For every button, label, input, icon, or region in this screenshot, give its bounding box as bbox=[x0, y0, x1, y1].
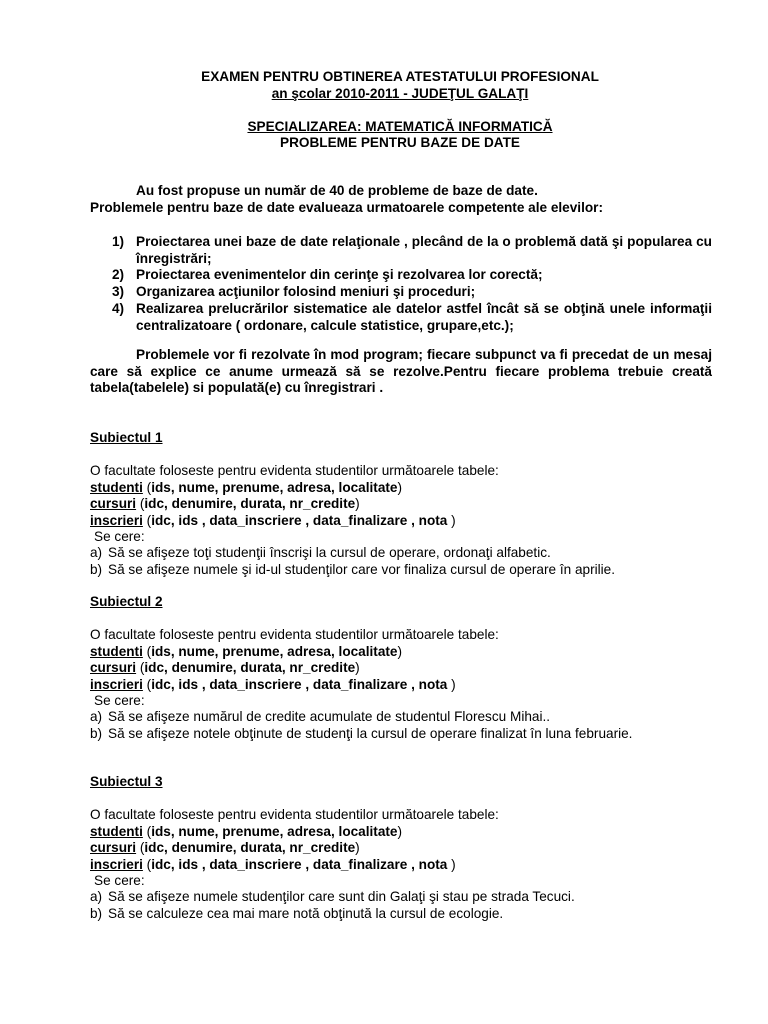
table-fields: idc, ids , data_inscriere , data_finalizare , nota bbox=[151, 676, 448, 692]
school-year-line: an şcolar 2010-2011 - JUDEŢUL GALAŢI bbox=[271, 86, 529, 101]
instructions-paragraph bbox=[90, 347, 712, 397]
table-name: cursuri bbox=[90, 496, 137, 512]
table-name: studenti bbox=[90, 823, 143, 839]
subject-intro: O facultate foloseste pentru evidenta studentilor următoarele tabele: bbox=[90, 807, 499, 823]
table-fields: ids, nume, prenume, adresa, localitate bbox=[151, 643, 398, 659]
table-name: inscrieri bbox=[90, 856, 143, 872]
table-name: inscrieri bbox=[90, 676, 143, 692]
table-definition: inscrieri (idc, ids , data_inscriere , data_finalizare , nota ) bbox=[90, 676, 456, 692]
subject-3 bbox=[90, 774, 712, 922]
table-name: inscrieri bbox=[90, 512, 143, 528]
list-item-text: Organizarea acţiunilor folosind meniuri şi proceduri; bbox=[136, 284, 476, 300]
requirement-label: Se cere: bbox=[94, 693, 145, 709]
table-definition: studenti (ids, nume, prenume, adresa, localitate) bbox=[90, 643, 402, 659]
specialization-title: SPECIALIZAREA: MATEMATICĂ INFORMATICĂ bbox=[247, 119, 553, 134]
list-item-text: Proiectarea unei baze de date relaţionale , plecând de la o problemă dată şi popularea cu înregistrări; bbox=[136, 234, 712, 266]
subject-intro: O facultate foloseste pentru evidenta studentilor următoarele tabele: bbox=[90, 627, 499, 643]
requirement-label: Se cere: bbox=[94, 529, 145, 545]
table-fields: ids, nume, prenume, adresa, localitate bbox=[151, 823, 398, 839]
table-name: studenti bbox=[90, 479, 143, 495]
exam-title: EXAMEN PENTRU OBTINEREA ATESTATULUI PROFESIONAL bbox=[201, 69, 599, 84]
list-item bbox=[90, 267, 712, 284]
subject-title: Subiectul 1 bbox=[90, 430, 163, 445]
table-fields: idc, denumire, durata, nr_credite bbox=[144, 840, 356, 856]
subject-title: Subiectul 3 bbox=[90, 774, 163, 789]
table-fields: idc, ids , data_inscriere , data_finalizare , nota bbox=[151, 512, 448, 528]
list-item bbox=[90, 234, 712, 267]
table-fields: idc, ids , data_inscriere , data_finalizare , nota bbox=[151, 856, 448, 872]
subject-intro: O facultate foloseste pentru evidenta studentilor următoarele tabele: bbox=[90, 463, 499, 479]
list-item-number: 2) bbox=[112, 267, 125, 283]
table-fields: idc, denumire, durata, nr_credite bbox=[144, 496, 356, 512]
list-item-number: 3) bbox=[112, 284, 125, 300]
table-definition: inscrieri (idc, ids , data_inscriere , data_finalizare , nota ) bbox=[90, 856, 456, 872]
table-fields: idc, denumire, durata, nr_credite bbox=[144, 660, 356, 676]
table-definition: inscrieri (idc, ids , data_inscriere , data_finalizare , nota ) bbox=[90, 512, 456, 528]
subject-1 bbox=[90, 430, 712, 578]
intro-paragraph bbox=[90, 183, 712, 216]
requirement-a: a) Să se afişeze toţi studenţii înscrişi la cursul de operare, ordonaţi alfabetic. bbox=[90, 545, 551, 561]
table-definition: cursuri (idc, denumire, durata, nr_credite) bbox=[90, 660, 360, 676]
list-item-text: Realizarea prelucrărilor sistematice ale datelor astfel încât să se obţină unele informaţii centralizatoare ( ordonare, calcule statistice, grupare,etc.); bbox=[136, 300, 712, 333]
requirement-b: b) Să se afişeze numele şi id-ul studenţilor care vor finaliza cursul de operare în aprilie. bbox=[90, 561, 615, 577]
requirement-a: a) Să se afişeze numărul de credite acumulate de studentul Florescu Mihai.. bbox=[90, 709, 551, 725]
requirement-b: b) Să se afişeze notele obţinute de studenţi la cursul de operare finalizat în luna februarie. bbox=[90, 725, 633, 741]
instructions-text: Problemele vor fi rezolvate în mod program; fiecare subpunct va fi precedat de un mesaj care să explice ce anume urmează să se rezolve.Pentru fiecare problema trebuie creată tabela(tabelele) si populată(e) cu înregistrari . bbox=[90, 347, 712, 396]
subject-title: Subiectul 2 bbox=[90, 594, 163, 609]
table-name: cursuri bbox=[90, 840, 137, 856]
requirement-a: a) Să se afişeze numele studenţilor care sunt din Galaţi şi stau pe strada Tecuci. bbox=[90, 889, 575, 905]
table-fields: ids, nume, prenume, adresa, localitate bbox=[151, 479, 398, 495]
table-name: cursuri bbox=[90, 660, 137, 676]
list-item-number: 4) bbox=[112, 300, 125, 316]
intro-line-1: Au fost propuse un număr de 40 de probleme de baze de date. bbox=[136, 183, 538, 198]
requirement-label: Se cere: bbox=[94, 873, 145, 889]
requirement-b: b) Să se calculeze cea mai mare notă obţinută la cursul de ecologie. bbox=[90, 905, 504, 921]
table-name: studenti bbox=[90, 643, 143, 659]
problems-title: PROBLEME PENTRU BAZE DE DATE bbox=[280, 135, 520, 150]
list-item bbox=[90, 284, 712, 301]
intro-line-2: Problemele pentru baze de date evalueaza urmatoarele competente ale elevilor: bbox=[90, 199, 603, 215]
table-definition: studenti (ids, nume, prenume, adresa, localitate) bbox=[90, 823, 402, 839]
list-item bbox=[90, 301, 712, 334]
competences-list bbox=[90, 234, 712, 334]
list-item-text: Proiectarea evenimentelor din cerinţe şi rezolvarea lor corectă; bbox=[136, 267, 543, 283]
table-definition: cursuri (idc, denumire, durata, nr_credite) bbox=[90, 496, 360, 512]
table-definition: studenti (ids, nume, prenume, adresa, localitate) bbox=[90, 479, 402, 495]
list-item-number: 1) bbox=[112, 234, 125, 249]
table-definition: cursuri (idc, denumire, durata, nr_credite) bbox=[90, 840, 360, 856]
subject-2 bbox=[90, 594, 712, 742]
